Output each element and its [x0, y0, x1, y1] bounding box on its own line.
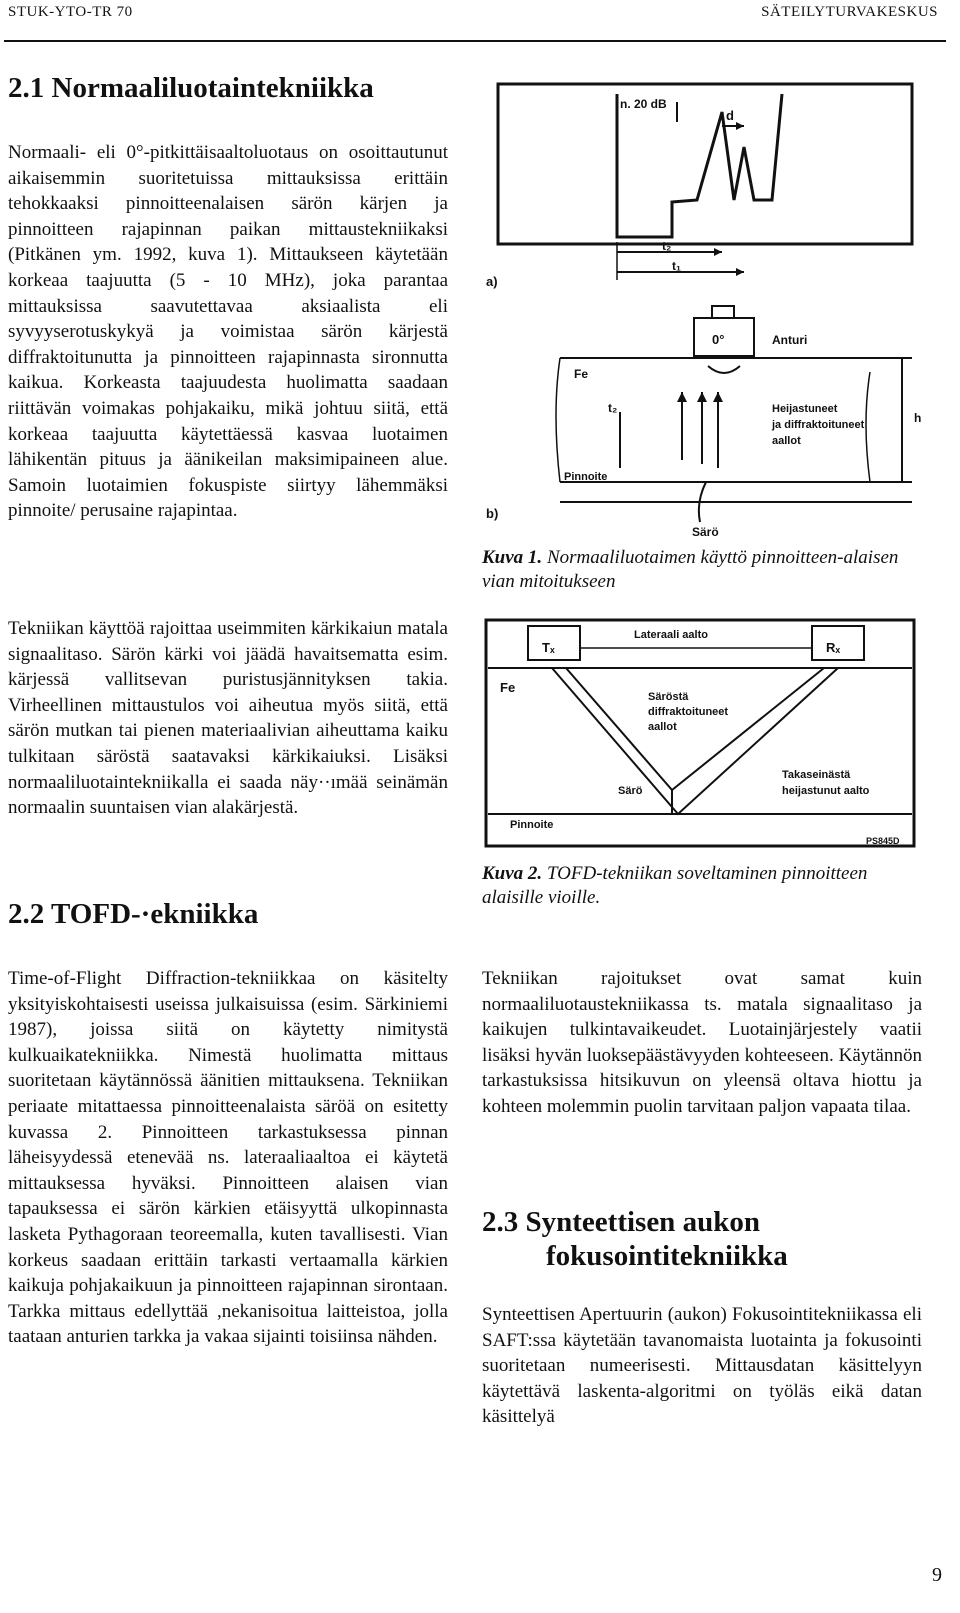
- figure-1-caption-label: Kuva 1.: [482, 547, 543, 568]
- figure-2-pinnoite: Pinnoite: [510, 819, 554, 831]
- header-rule: [4, 40, 946, 42]
- figure-1-a-t1: t₁: [672, 259, 681, 273]
- figure-2-tx: Tₓ: [542, 640, 555, 655]
- section-2-3-heading-line1: 2.3 Synteettisen aukon: [482, 1206, 760, 1238]
- figure-2-sarosta-3: aallot: [648, 721, 677, 733]
- figure-2-code: PS845D: [866, 836, 900, 846]
- figure-2-takasein-1: Takaseinästä: [782, 769, 851, 781]
- section-2-1-paragraph-1: Normaali- eli 0°-pitkittäisaaltoluotaus on osoittautunut aikaisemmin suoritetuissa mittauksissa erittäin tehokkaaksi pinnoitteenalaisen särön kärjen ja pinnoitteen rajapinnan paikan mittaustekniikaksi (Pitkänen ym. 1992, kuva 1). Mittaukseen käytetään korkeaa taajuutta (5 - 10 MHz), joka parantaa mittauksissa saavutettavaa aksiaalista eli syvyyserotuskykyä ja voimistaa särön kärjestä diffraktoitunutta ja pinnoitteen rajapinnasta sironnutta kaikua. Korkeasta taajuudesta huolimatta saadaan riittävän voimakas pohjakaiku, mikä johtuu siitä, että korkeaa taajuutta käytettäessä kasvaa luotaimen lähikentän pituus ja äänikeilan maksimipaineen alue. Samoin luotaimien fokuspiste siirtyy lähemmäksi pinnoite/ perusaine rajapintaa.: [8, 142, 448, 522]
- figure-1-label-a: a): [486, 274, 498, 289]
- section-2-3-paragraph-1: Synteettisen Apertuurin (aukon) Fokusointitekniikassa eli SAFT:ssa käytetään tavanomaista luotainta ja fokusointi suoritetaan numeerisesti. Mittausdatan käsittelyyn käytettävä laskenta-algoritmi on työläs eikä datan käsittelyä: [482, 1304, 922, 1428]
- figure-2-lateral: Lateraali aalto: [634, 629, 708, 641]
- section-2-1-heading: 2.1 Normaaliluotaintekniikka: [8, 72, 374, 104]
- figure-1-b-fe: Fe: [574, 367, 589, 381]
- figure-1-caption: [482, 546, 932, 594]
- section-2-2-paragraph-1: Time-of-Flight Diffraction-tekniikkaa on käsitelty yksityiskohtaisesti useissa julkaisuissa (esim. Särkiniemi 1987), joissa siitä on käytetty nimitystä kulkuaikatekniikka. Nimestä huolimatta mittaus suoritetaan käytännössä äänitien mittauksena. Tekniikan periaate mitattaessa pinnoitteenalaista säröä on esitetty kuvassa 2. Pinnoitteen tarkastuksessa pinnan läheisyydessä etenevää ns. lateraaliaaltoa ei käytetä mittauksessa hyväksi. Pinnoitteen alaisen vian tapauksessa ei särön kärkien etäisyyttä ulkopinnasta lasketa Pythagoraan teoreemalla, kuten tavallisesti. Vian korkeus saadaan erittäin tarkasti vertaamalla kärkien kaikuja pohjakaikuun ja pinnoitteen rajapinnan sirontaan. Tarkka mittaus edellyttää ,nekanisoitua laitteistoa, jolla taataan anturien tarkka ja vakaa sijainti toisiinsa nähden.: [8, 968, 448, 1348]
- figure-1-a-n20db: n. 20 dB: [620, 97, 667, 111]
- figure-1-b-heijastuneet-1: Heijastuneet: [772, 403, 838, 415]
- figure-2-caption-text: TOFD-tekniikan soveltaminen pinnoitteen alaisille vioille.: [482, 863, 868, 908]
- figure-2: [482, 618, 942, 858]
- figure-2-caption: [482, 862, 932, 910]
- figure-1-b-saro: Särö: [692, 525, 719, 539]
- figure-2-saro: Särö: [618, 785, 643, 797]
- figure-2-sarosta-2: diffraktoituneet: [648, 706, 729, 718]
- figure-2-takasein-2: heijastunut aalto: [782, 785, 870, 797]
- section-2-3-heading-line2: fokusointitekniikka: [546, 1240, 788, 1272]
- figure-1-label-b: b): [486, 506, 499, 521]
- figure-1-a-d: d: [726, 108, 734, 123]
- figure-1: [482, 82, 942, 542]
- figure-2-rx: Rₓ: [826, 640, 841, 655]
- figure-1-b-t2: t₂: [608, 401, 618, 415]
- figure-1-b-h: h: [914, 411, 922, 425]
- page-number: 9: [932, 1564, 942, 1586]
- figure-1-b-heijastuneet-2: ja diffraktoituneet: [772, 419, 865, 431]
- figure-2-sarosta-1: Säröstä: [648, 691, 689, 703]
- running-header-right: SÄTEILYTURVAKESKUS: [761, 4, 938, 20]
- section-2-1-paragraph-2: Tekniikan käyttöä rajoittaa useimmiten kärkikaiun matala signaalitaso. Särön kärki voi jäädä havaitsematta esim. kärjessä vallitsevan puristusjännityksen takia. Virheellinen mittaustulos voi aiheutua myös siitä, että särön mutkan tai pienen materiaalivian aiheuttama kaiku tulkitaan säröstä saatavaksi kärkikaiuksi. Lisäksi normaaliluotaintekniikalla ei saada näy··ımää seinämän normaalin suuntaisen vian alakärjestä.: [8, 618, 448, 819]
- figure-1-a-t2: t₂: [662, 239, 672, 253]
- figure-1-b-pinnoite: Pinnoite: [564, 471, 608, 483]
- figure-1-a-frame: [498, 84, 912, 244]
- figure-1-a-signal: [617, 94, 782, 237]
- section-2-2-heading: 2.2 TOFD-·ekniikka: [8, 898, 259, 930]
- figure-1-b-zero-deg: 0°: [712, 332, 725, 347]
- figure-2-caption-label: Kuva 2.: [482, 863, 543, 884]
- figure-1-b-heijastuneet-3: aallot: [772, 435, 801, 447]
- figure-1-b-anturi: Anturi: [772, 333, 808, 347]
- running-header-left: STUK-YTO-TR 70: [8, 4, 133, 20]
- figure-1-caption-text: Normaaliluotaimen käyttö pinnoitteen-alaisen vian mitoitukseen: [482, 547, 899, 592]
- figure-2-fe: Fe: [500, 680, 516, 695]
- section-2-2-paragraph-2: Tekniikan rajoitukset ovat samat kuin normaaliluotaustekniikassa ts. matala signaalitaso ja kaikujen tulkintavaikeudet. Luotainjärjestely vaatii lisäksi hyvän luoksepäästävyyden kohteeseen. Käytännön tarkastuksissa hitsikuvun on yleensä oltava hiottu ja kohteen molemmin puolin tarvitaan paljon vapaata tilaa.: [482, 968, 922, 1117]
